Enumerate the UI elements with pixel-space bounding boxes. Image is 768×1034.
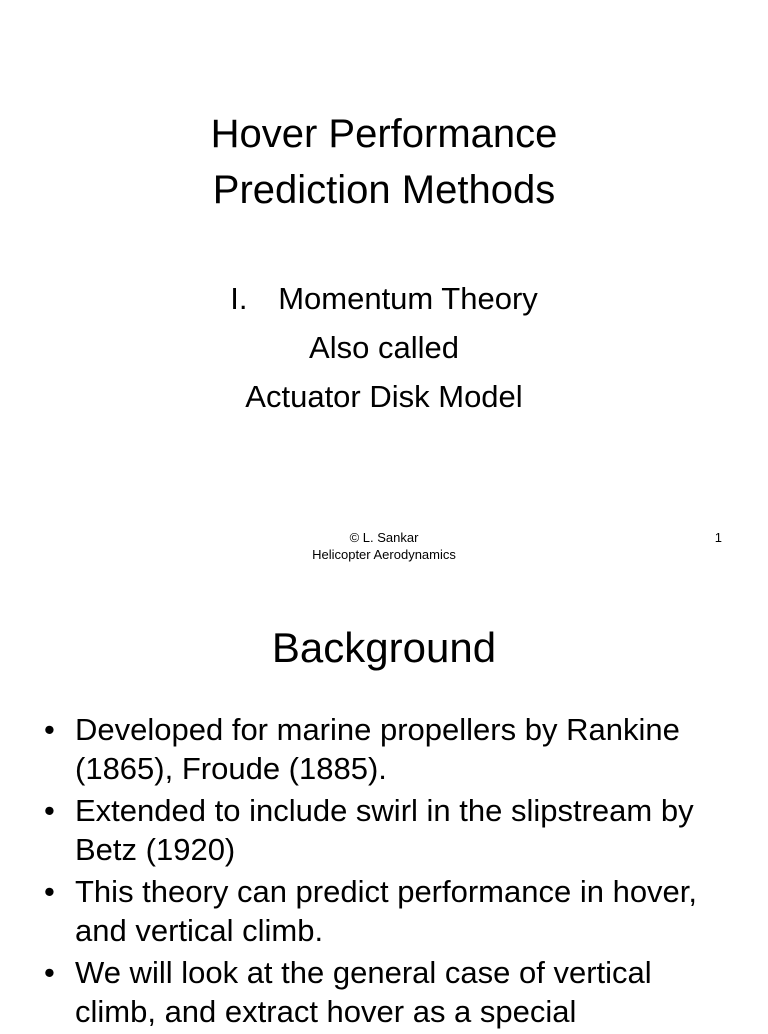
bullet-text: Extended to include swirl in the slipstream by Betz (1920)	[75, 793, 694, 867]
subtitle-line-2: Also called	[309, 330, 459, 365]
list-item	[0, 710, 768, 788]
list-item	[0, 872, 768, 950]
footer-course: Helicopter Aerodynamics	[312, 547, 456, 562]
bullet-list	[0, 710, 768, 1034]
subtitle-line-3: Actuator Disk Model	[245, 379, 523, 414]
list-numeral: I.	[230, 281, 248, 316]
slide-subtitle	[0, 274, 768, 421]
bullet-icon: •	[44, 874, 55, 909]
title-line: Prediction Methods	[212, 168, 556, 212]
bullet-icon: •	[44, 955, 55, 990]
slide-title: Background	[271, 624, 497, 671]
bullet-icon: •	[44, 712, 55, 747]
bullet-text: Developed for marine propellers by Rankine (1865), Froude (1885).	[75, 712, 680, 786]
bullet-icon: •	[44, 793, 55, 828]
subtitle-text: Momentum Theory	[278, 281, 538, 316]
slide-2	[0, 576, 768, 1029]
slide-footer	[0, 529, 768, 563]
list-item	[0, 791, 768, 869]
bullet-text: We will look at the general case of vertical climb, and extract hover as a special	[75, 955, 652, 1029]
bullet-text: This theory can predict performance in hover, and vertical climb.	[75, 874, 698, 948]
page-number: 1	[714, 530, 722, 545]
slide-title	[0, 106, 768, 218]
list-item	[0, 953, 768, 1031]
subtitle-line-1	[0, 274, 768, 323]
footer-copyright: © L. Sankar	[349, 530, 419, 545]
title-line: Hover Performance	[210, 112, 558, 156]
